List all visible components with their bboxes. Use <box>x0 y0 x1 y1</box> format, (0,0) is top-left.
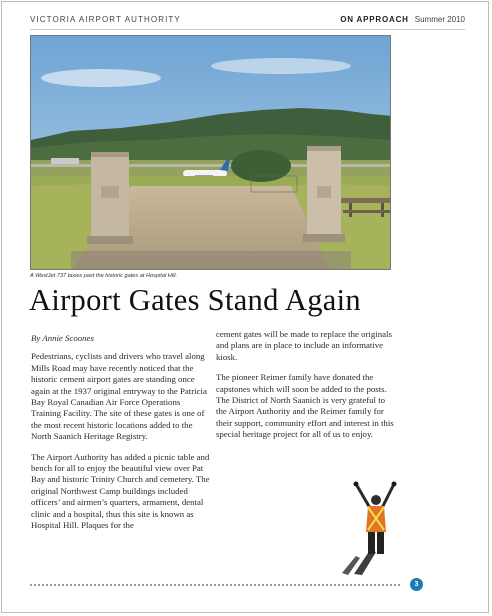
left-gate-post <box>87 152 133 244</box>
page-header <box>30 15 465 30</box>
article-column-2 <box>216 329 396 450</box>
section-name: ON APPROACH <box>340 15 409 24</box>
org-name: VICTORIA AIRPORT AUTHORITY <box>30 15 181 24</box>
article-title: Airport Gates Stand Again <box>29 283 361 317</box>
gates-photo <box>30 35 391 270</box>
right-gate-post <box>303 146 345 242</box>
footer-divider <box>30 584 400 586</box>
issue-date: Summer 2010 <box>414 15 465 24</box>
photo-caption: A WestJet 737 taxies past the historic gates at Hospital Hill. <box>30 273 178 279</box>
paragraph: cement gates will be made to replace the originals and plans are in place to include an informative kiosk. <box>216 329 392 362</box>
gates-photo-illustration <box>31 36 391 270</box>
page-number-badge: 3 <box>410 578 423 591</box>
article-column-1 <box>31 333 211 541</box>
issue-info <box>340 15 465 24</box>
paragraph: The pioneer Reimer family have donated the capstones which will soon be added to the posts. The District of North Saanich is very grateful to the Airport Authority and the Reimer family for their support, community effort and interest in this special heritage project for all of us to enjoy. <box>216 372 394 440</box>
marshaller-illustration <box>334 480 402 575</box>
byline: By Annie Scoones <box>31 333 94 343</box>
paragraph: The Airport Authority has added a picnic table and bench for all to enjoy the beautiful view over Pat Bay and historic Trinity Church and cemetery. The original Northwest Camp buildings included officers’ and airmen’s quarters, armament, dental clinic and a hospital, thus this site is known as Hospital Hill. Plaques for the <box>31 451 210 531</box>
paragraph: Pedestrians, cyclists and drivers who travel along Mills Road may have recently noticed that the historic cement airport gates are standing once again at the 1937 original entryway to the Patricia Bay Royal Canadian Air Force Operations Training Facility. The site of these gates is one of the most recent historic locations added to the North Saanich Heritage Registry. <box>31 351 207 442</box>
